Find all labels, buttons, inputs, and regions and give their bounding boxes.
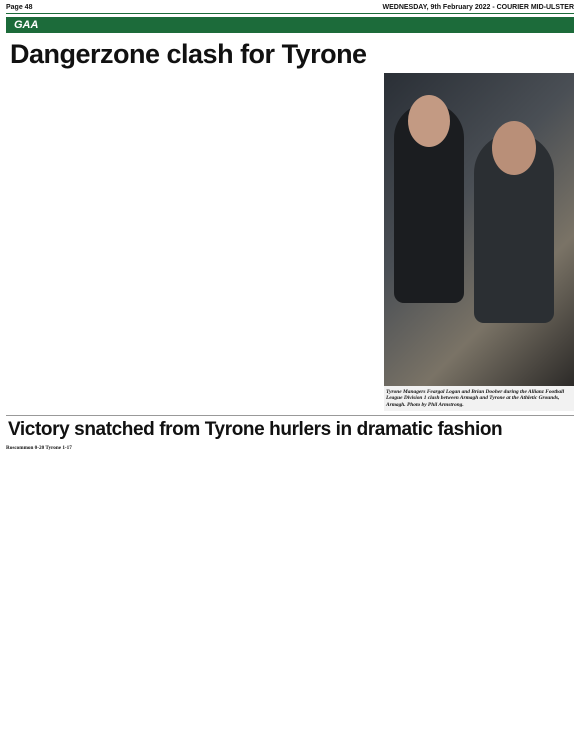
- divider: [6, 415, 574, 416]
- story2-body: [6, 445, 574, 737]
- managers-photo: [384, 73, 574, 386]
- page-number: Page 48: [6, 4, 33, 11]
- issue-line: WEDNESDAY, 9th February 2022 - COURIER MID-ULSTER: [382, 4, 574, 11]
- score-line: Roscommon 0-20 Tyrone 1-17: [6, 445, 72, 451]
- story2-headline: Victory snatched from Tyrone hurlers in dramatic fashion: [8, 419, 503, 440]
- story1-photo: [384, 73, 574, 411]
- story1-body: [6, 73, 378, 411]
- photo-caption: Tyrone Managers Feargal Logan and Brian Dooher during the Allianz Football League Division 1 clash between Armagh and Tyrone at the Athletic Grounds, Armagh. Photo by Phil Armstrong.: [384, 386, 574, 411]
- face-left: [408, 95, 450, 147]
- story1: [6, 73, 574, 411]
- face-right: [492, 121, 536, 175]
- story1-headline: Dangerzone clash for Tyrone: [10, 39, 367, 69]
- section-tag: GAA: [6, 17, 574, 33]
- page-header: [6, 4, 574, 14]
